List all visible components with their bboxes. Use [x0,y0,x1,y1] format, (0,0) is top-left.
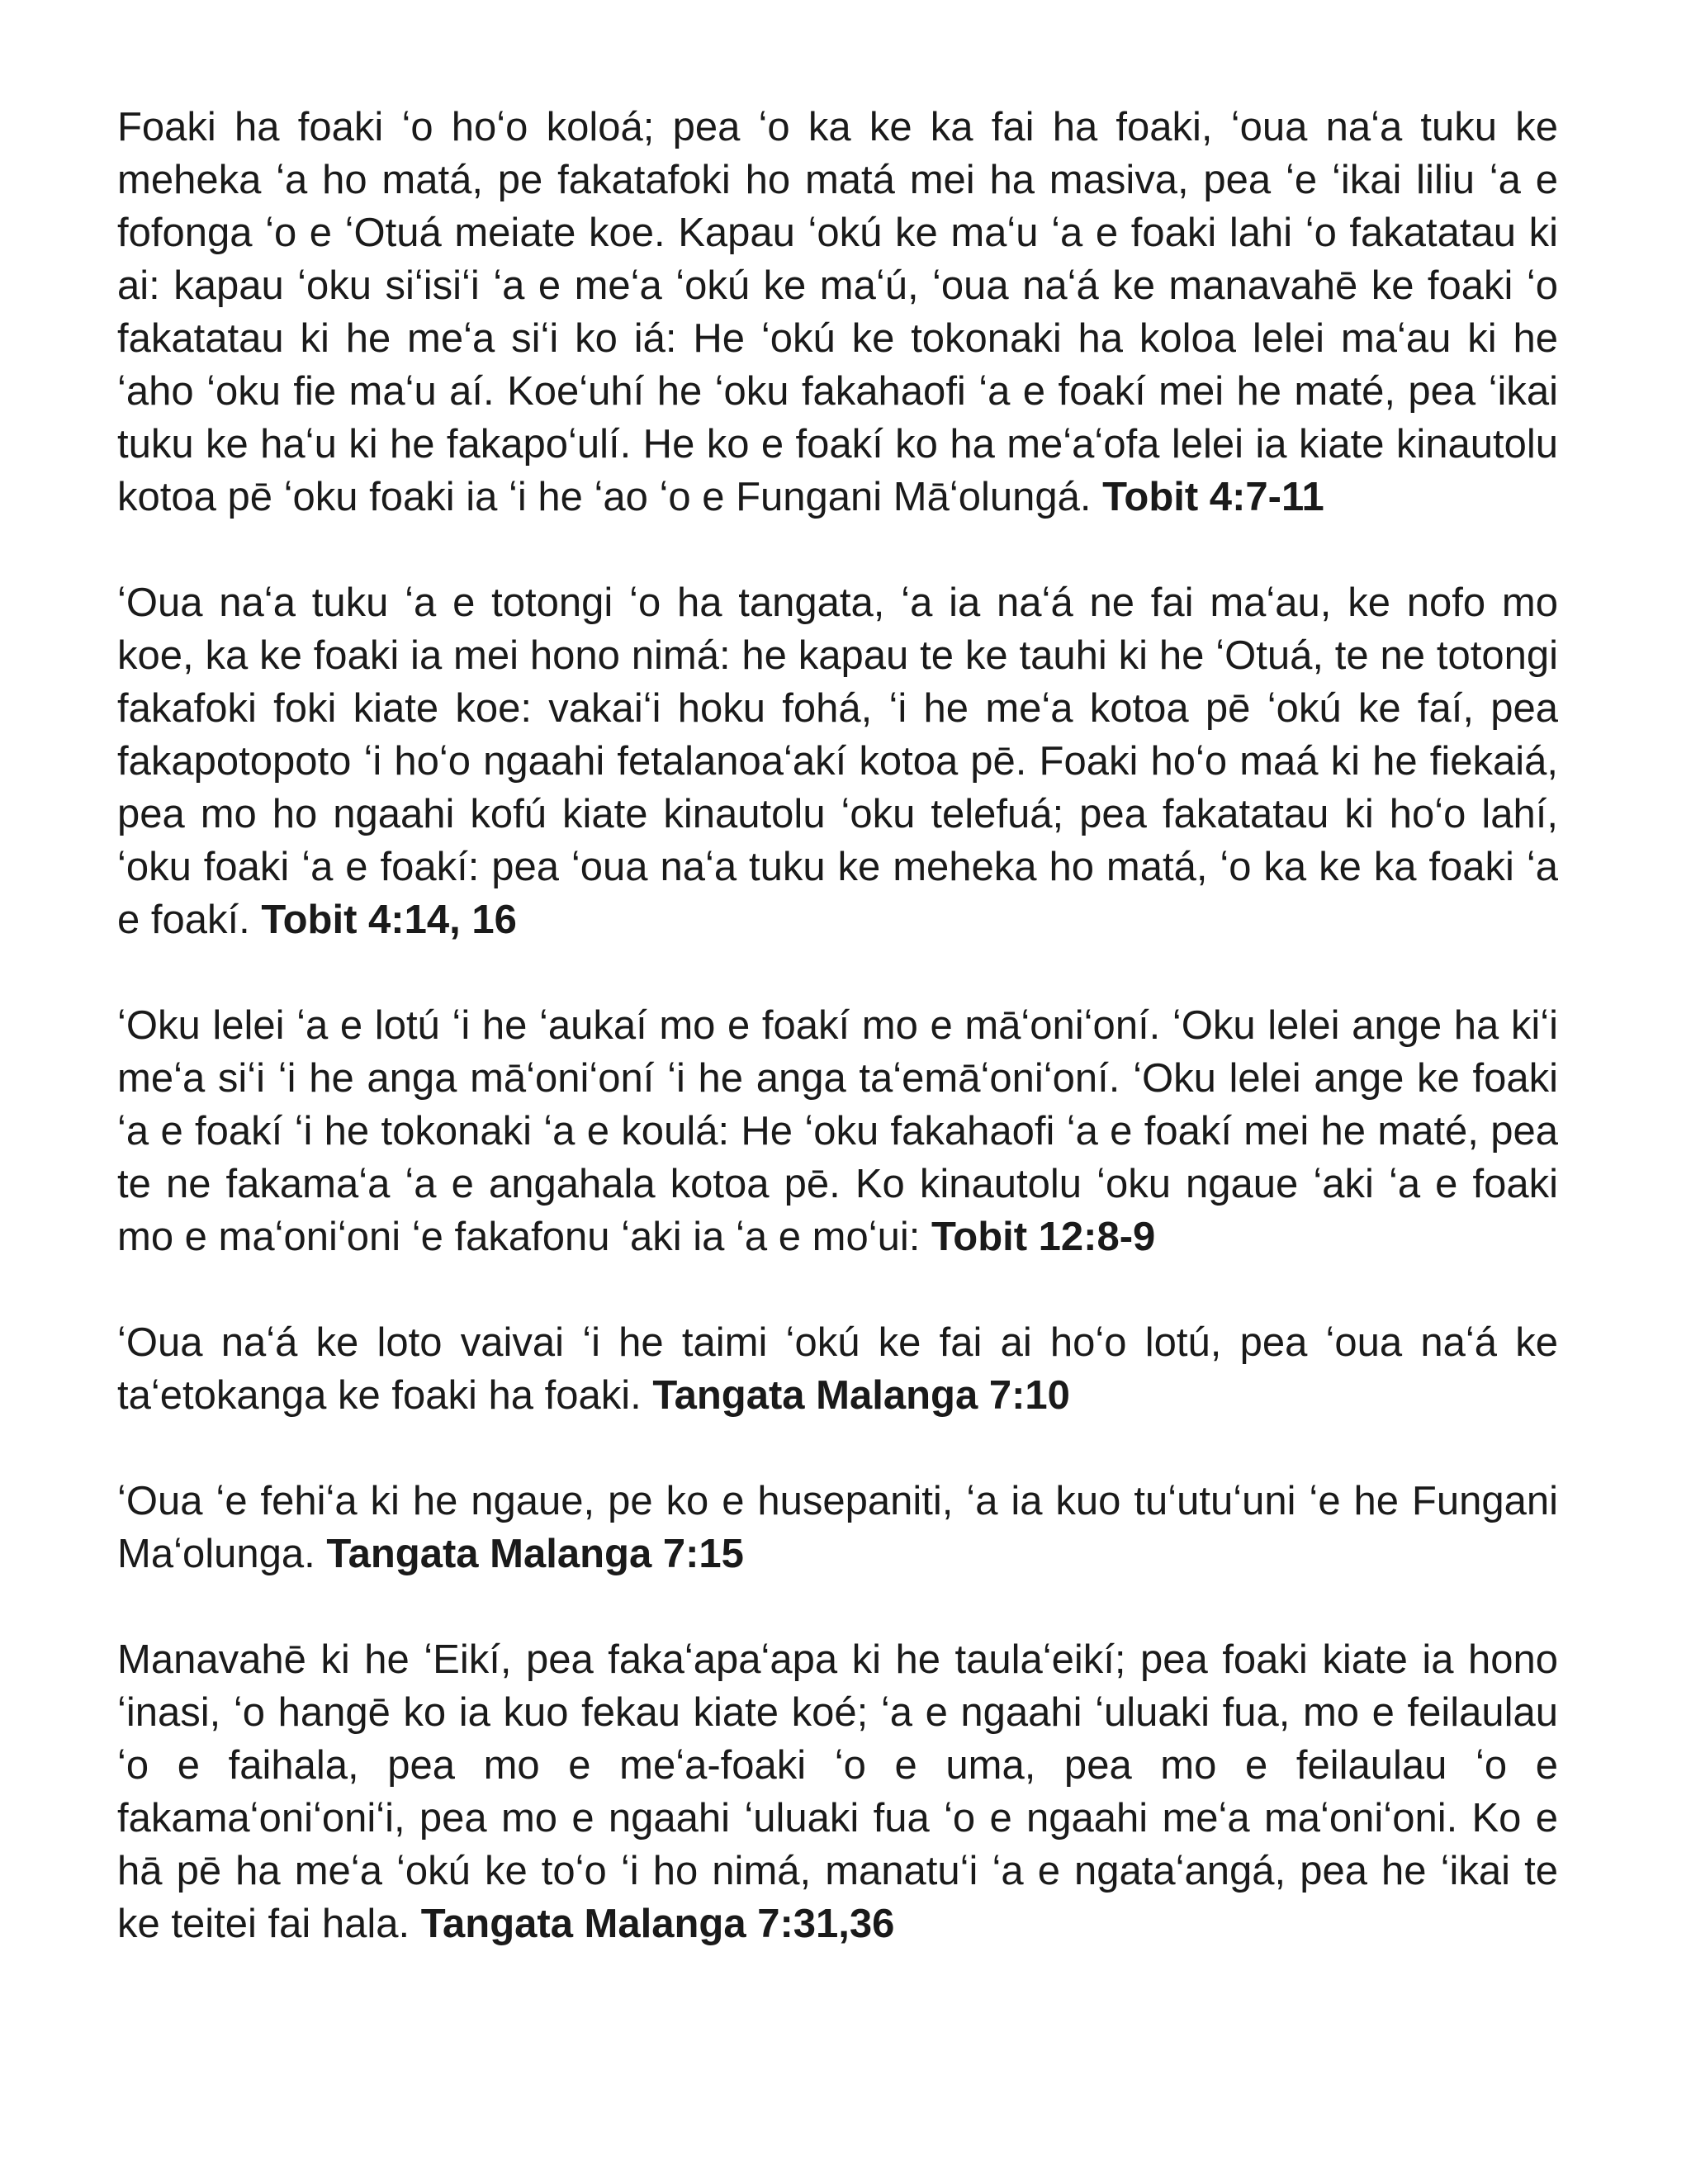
scripture-reference: Tangata Malanga 7:15 [326,1532,744,1576]
passage-tangata-malanga-7-10 [117,1316,1558,1422]
scripture-reference: Tangata Malanga 7:31,36 [420,1902,895,1946]
passage-tangata-malanga-7-31-36 [117,1633,1558,1950]
passage-tangata-malanga-7-15 [117,1475,1558,1580]
passage-text: ʻOua naʻa tuku ʻa e totongi ʻo ha tangata, ʻa ia naʻá ne fai maʻau, ke nofo mo koe, ka ke foaki ia mei hono nimá: he kapau te ke tauhi ki he ʻOtuá, te ne totongi fakafoki foki kiate koe: vakaiʻi hoku fohá, ʻi he meʻa kotoa pē ʻokú ke faí, pea fakapotopoto ʻi hoʻo ngaahi fetalanoaʻakí kotoa pē. Foaki hoʻo maá ki he fiekaiá, pea mo ho ngaahi kofú kiate kinautolu ʻoku telefuá; pea fakatatau ki hoʻo lahí, ʻoku foaki ʻa e foakí: pea ʻoua naʻa tuku ke meheka ho matá, ʻo ka ke ka foaki ʻa e foakí. [117,580,1558,942]
passage-tobit-12-8-9 [117,999,1558,1263]
passage-text: Manavahē ki he ʻEikí, pea fakaʻapaʻapa ki he taulaʻeikí; pea foaki kiate ia hono ʻinasi, ʻo hangē ko ia kuo fekau kiate koé; ʻa e ngaahi ʻuluaki fua, mo e feilaulau ʻo e faihala, pea mo e meʻa-foaki ʻo e uma, pea mo e feilaulau ʻo e fakamaʻoniʻoniʻi, pea mo e ngaahi ʻuluaki fua ʻo e ngaahi meʻa maʻoniʻoni. Ko e hā pē ha meʻa ʻokú ke toʻo ʻi ho nimá, manatuʻi ʻa e ngataʻangá, pea he ʻikai te ke teitei fai hala. [117,1637,1558,1946]
scripture-reference: Tobit 4:14, 16 [261,898,517,942]
scripture-reference: Tobit 12:8-9 [931,1215,1156,1259]
passage-text: ʻOku lelei ʻa e lotú ʻi he ʻaukaí mo e foakí mo e māʻoniʻoní. ʻOku lelei ange ha kiʻi meʻa siʻi ʻi he anga māʻoniʻoní ʻi he anga taʻemāʻoniʻoní. ʻOku lelei ange ke foaki ʻa e foakí ʻi he tokonaki ʻa e koulá: He ʻoku fakahaofi ʻa e foakí mei he maté, pea te ne fakamaʻa ʻa e angahala kotoa pē. Ko kinautolu ʻoku ngaue ʻaki ʻa e foaki mo e maʻoniʻoni ʻe fakafonu ʻaki ia ʻa e moʻui: [117,1003,1558,1259]
passage-tobit-4-7-11 [117,101,1558,523]
passage-tobit-4-14-16 [117,576,1558,946]
document-page [117,101,1558,2003]
scripture-reference: Tobit 4:7-11 [1102,475,1324,519]
passage-text: ʻOua naʻá ke loto vaivai ʻi he taimi ʻokú ke fai ai hoʻo lotú, pea ʻoua naʻá ke taʻetokanga ke foaki ha foaki. [117,1320,1558,1418]
passage-text: Foaki ha foaki ʻo hoʻo koloá; pea ʻo ka ke ka fai ha foaki, ʻoua naʻa tuku ke meheka ʻa ho matá, pe fakatafoki ho matá mei ha masiva, pea ʻe ʻikai liliu ʻa e fofonga ʻo e ʻOtuá meiate koe. Kapau ʻokú ke maʻu ʻa e foaki lahi ʻo fakatatau ki ai: kapau ʻoku siʻisiʻi ʻa e meʻa ʻokú ke maʻú, ʻoua naʻá ke manavahē ke foaki ʻo fakatatau ki he meʻa siʻi ko iá: He ʻokú ke tokonaki ha koloa lelei maʻau ki he ʻaho ʻoku fie maʻu aí. Koeʻuhí he ʻoku fakahaofi ʻa e foakí mei he maté, pea ʻikai tuku ke haʻu ki he fakapoʻulí. He ko e foakí ko ha meʻaʻofa lelei ia kiate kinautolu kotoa pē ʻoku foaki ia ʻi he ʻao ʻo e Fungani Māʻolungá. [117,105,1558,519]
scripture-reference: Tangata Malanga 7:10 [652,1373,1070,1418]
passage-text: ʻOua ʻe fehiʻa ki he ngaue, pe ko e husepaniti, ʻa ia kuo tuʻutuʻuni ʻe he Fungani Maʻolunga. [117,1479,1558,1576]
